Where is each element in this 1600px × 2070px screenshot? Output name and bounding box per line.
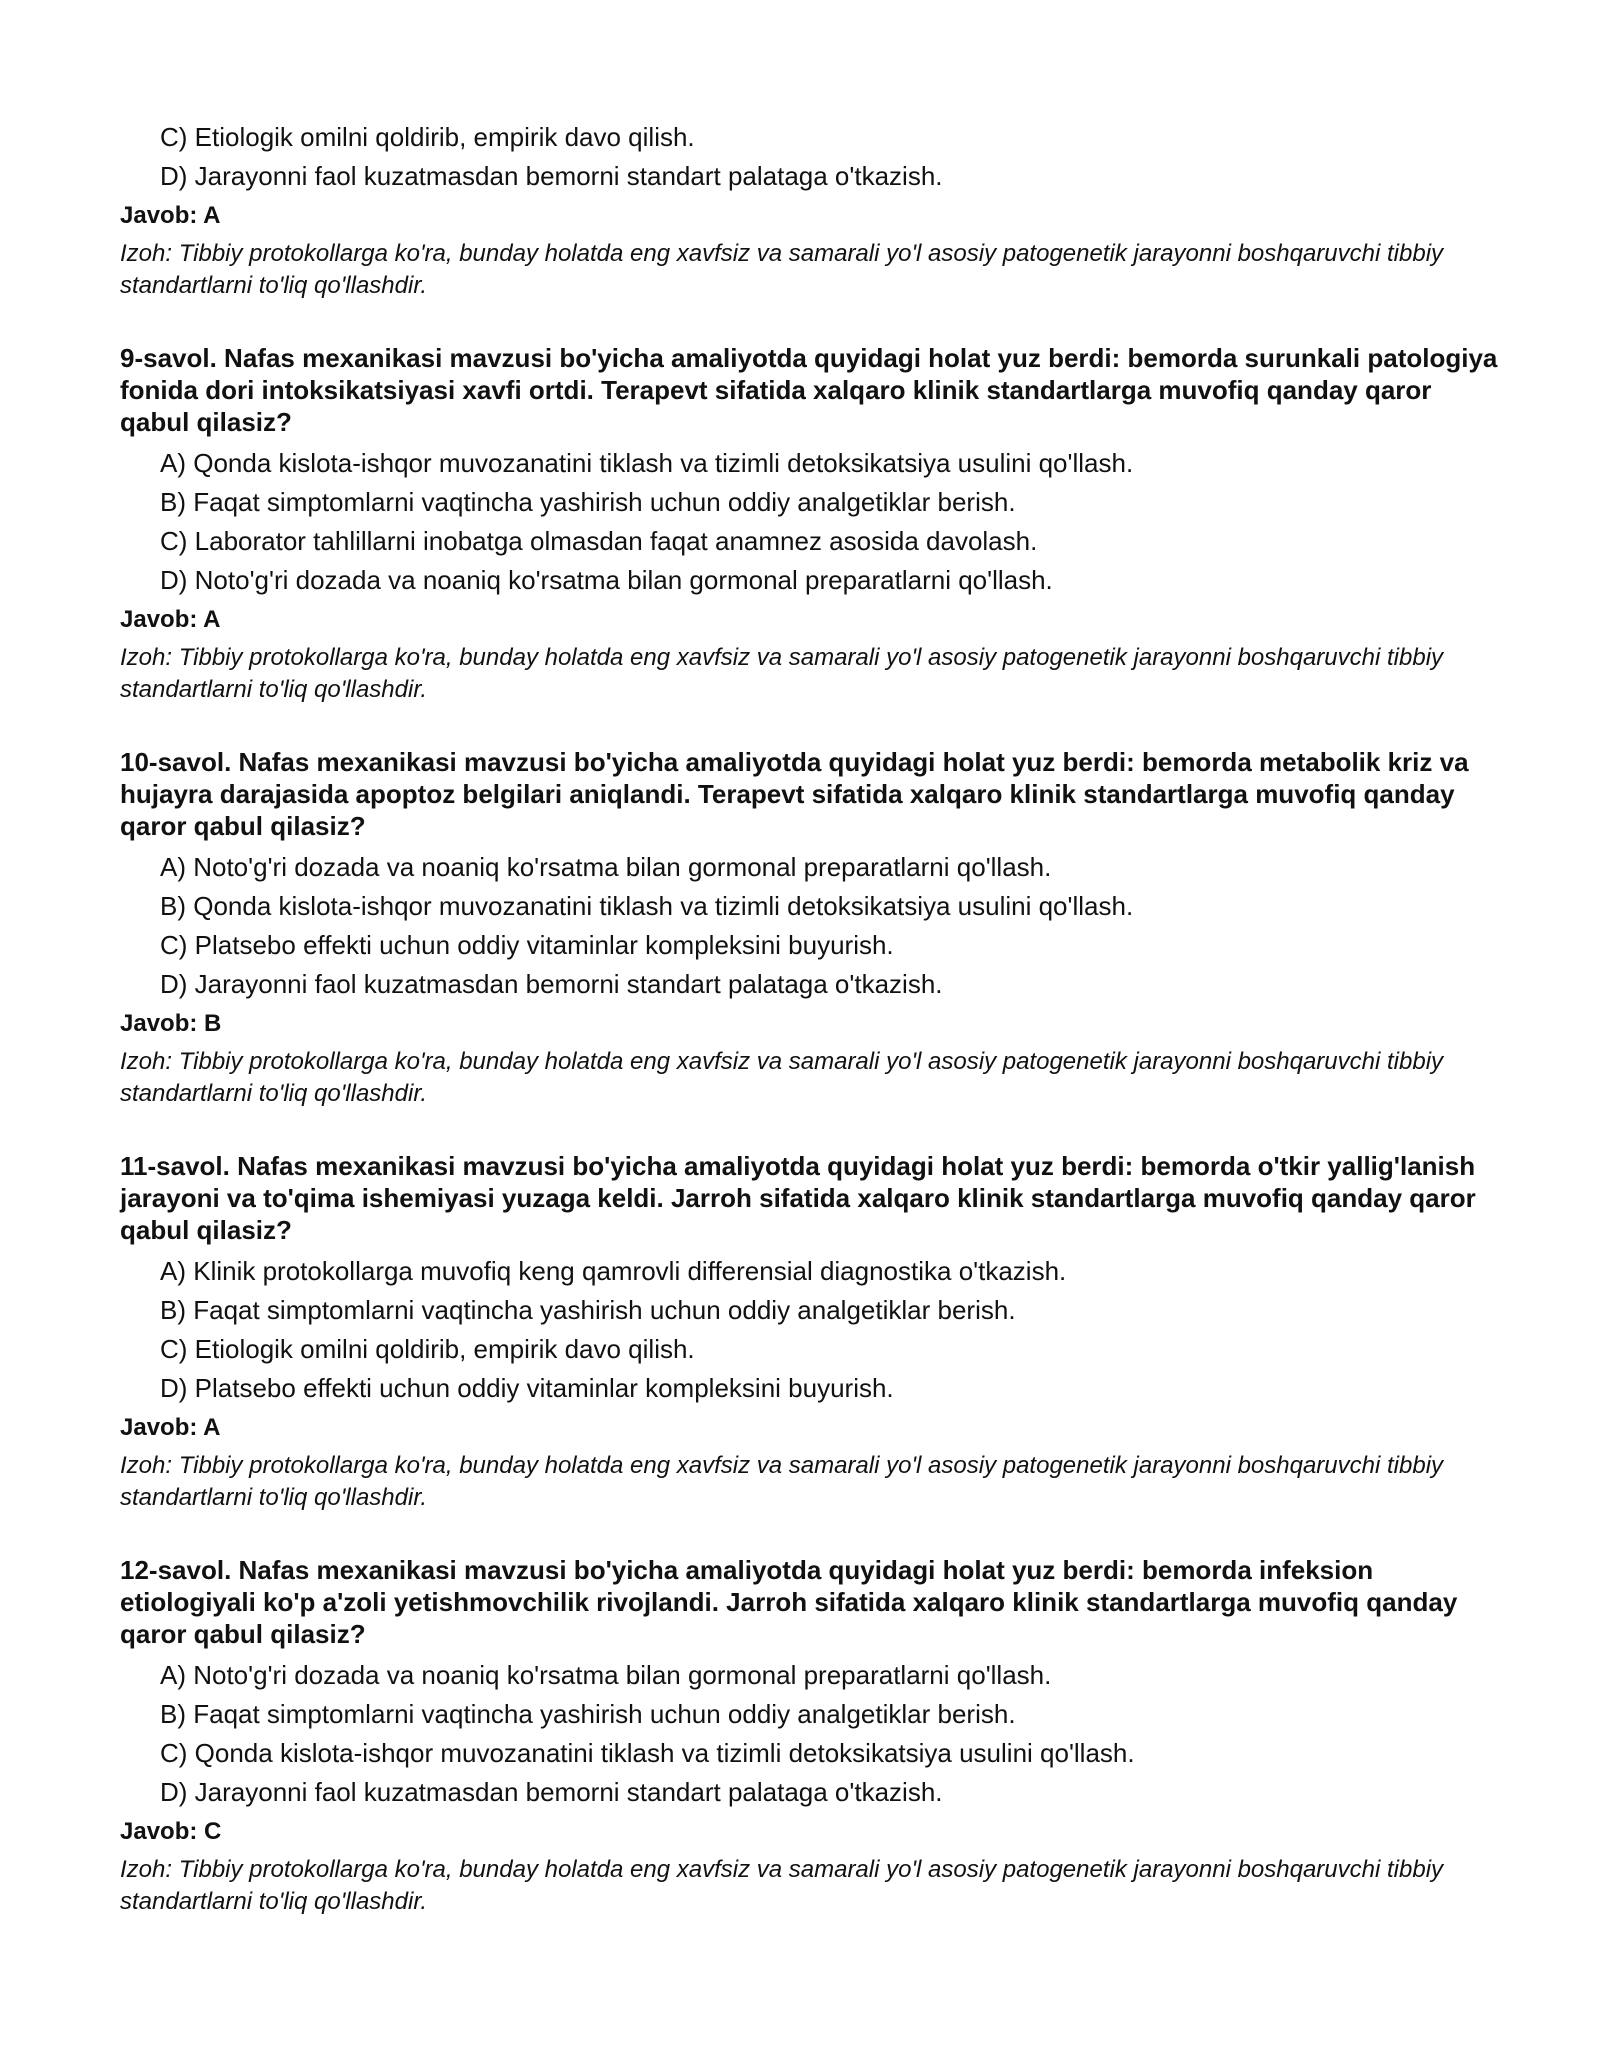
option-d: D) Noto'g'ri dozada va noaniq ko'rsatma bilan gormonal preparatlarni qo'llash. (160, 565, 1053, 595)
option-a: A) Klinik protokollarga muvofiq keng qamrovli differensial diagnostika o'tkazish. (160, 1256, 1067, 1286)
question-title: 9-savol. Nafas mexanikasi mavzusi bo'yicha amaliyotda quyidagi holat yuz berdi: bemorda surunkali patologiya fonida dori intoksikatsiyasi xavfi ortdi. Terapevt sifatida xalqaro klinik standartlarga muvofiq qanday qaror qabul qilasiz? (120, 343, 1498, 437)
option-d: D) Jarayonni faol kuzatmasdan bemorni standart palataga o'tkazish. (160, 1777, 943, 1807)
option-d: D) Platsebo effekti uchun oddiy vitaminlar kompleksini buyurish. (160, 1373, 894, 1403)
explanation-note: Izoh: Tibbiy protokollarga ko'ra, bunday holatda eng xavfsiz va samarali yo'l asosiy patogenetik jarayonni boshqaruvchi tibbiy standartlarni to'liq qo'llashdir. (120, 1452, 1444, 1511)
answer-label: Javob: C (120, 1818, 222, 1845)
option-a: A) Noto'g'ri dozada va noaniq ko'rsatma bilan gormonal preparatlarni qo'llash. (160, 1660, 1052, 1690)
option-d: D) Jarayonni faol kuzatmasdan bemorni standart palataga o'tkazish. (160, 161, 943, 191)
option-c: C) Qonda kislota-ishqor muvozanatini tiklash va tizimli detoksikatsiya usulini qo'llash. (160, 1738, 1135, 1768)
option-b: B) Faqat simptomlarni vaqtincha yashirish uchun oddiy analgetiklar berish. (160, 1295, 1016, 1325)
question-block-9 (120, 342, 1500, 706)
option-d: D) Jarayonni faol kuzatmasdan bemorni standart palataga o'tkazish. (160, 969, 943, 999)
question-block-11 (120, 1150, 1500, 1514)
answer-label: Javob: A (120, 606, 221, 633)
option-a: A) Noto'g'ri dozada va noaniq ko'rsatma bilan gormonal preparatlarni qo'llash. (160, 852, 1052, 882)
question-title: 10-savol. Nafas mexanikasi mavzusi bo'yicha amaliyotda quyidagi holat yuz berdi: bemorda metabolik kriz va hujayra darajasida apoptoz belgilari aniqlandi. Terapevt sifatida xalqaro klinik standartlarga muvofiq qanday qaror qabul qilasiz? (120, 747, 1469, 841)
explanation-note: Izoh: Tibbiy protokollarga ko'ra, bunday holatda eng xavfsiz va samarali yo'l asosiy patogenetik jarayonni boshqaruvchi tibbiy standartlarni to'liq qo'llashdir. (120, 644, 1444, 703)
explanation-note: Izoh: Tibbiy protokollarga ko'ra, bunday holatda eng xavfsiz va samarali yo'l asosiy patogenetik jarayonni boshqaruvchi tibbiy standartlarni to'liq qo'llashdir. (120, 240, 1444, 299)
option-a: A) Qonda kislota-ishqor muvozanatini tiklash va tizimli detoksikatsiya usulini qo'llash. (160, 448, 1134, 478)
option-c: C) Laborator tahlillarni inobatga olmasdan faqat anamnez asosida davolash. (160, 526, 1038, 556)
option-b: B) Faqat simptomlarni vaqtincha yashirish uchun oddiy analgetiklar berish. (160, 1699, 1016, 1729)
option-b: B) Qonda kislota-ishqor muvozanatini tiklash va tizimli detoksikatsiya usulini qo'llash. (160, 891, 1134, 921)
question-block-12 (120, 1554, 1500, 1918)
explanation-note: Izoh: Tibbiy protokollarga ko'ra, bunday holatda eng xavfsiz va samarali yo'l asosiy patogenetik jarayonni boshqaruvchi tibbiy standartlarni to'liq qo'llashdir. (120, 1048, 1444, 1107)
question-title: 12-savol. Nafas mexanikasi mavzusi bo'yicha amaliyotda quyidagi holat yuz berdi: bemorda infeksion etiologiyali ko'p a'zoli yetishmovchilik rivojlandi. Jarroh sifatida xalqaro klinik standartlarga muvofiq qanday qaror qabul qilasiz? (120, 1555, 1458, 1649)
answer-label: Javob: A (120, 202, 221, 229)
question-title: 11-savol. Nafas mexanikasi mavzusi bo'yicha amaliyotda quyidagi holat yuz berdi: bemorda o'tkir yallig'lanish jarayoni va to'qima ishemiyasi yuzaga keldi. Jarroh sifatida xalqaro klinik standartlarga muvofiq qanday qaror qabul qilasiz? (120, 1151, 1476, 1245)
option-c: C) Etiologik omilni qoldirib, empirik davo qilish. (160, 1334, 695, 1364)
question-block-10 (120, 746, 1500, 1110)
question-block-8-tail (120, 122, 1500, 302)
answer-label: Javob: A (120, 1414, 221, 1441)
document-page (120, 122, 1500, 1918)
option-c: C) Etiologik omilni qoldirib, empirik davo qilish. (160, 122, 695, 152)
answer-label: Javob: B (120, 1010, 222, 1037)
option-c: C) Platsebo effekti uchun oddiy vitaminlar kompleksini buyurish. (160, 930, 894, 960)
option-b: B) Faqat simptomlarni vaqtincha yashirish uchun oddiy analgetiklar berish. (160, 487, 1016, 517)
explanation-note: Izoh: Tibbiy protokollarga ko'ra, bunday holatda eng xavfsiz va samarali yo'l asosiy patogenetik jarayonni boshqaruvchi tibbiy standartlarni to'liq qo'llashdir. (120, 1856, 1444, 1915)
